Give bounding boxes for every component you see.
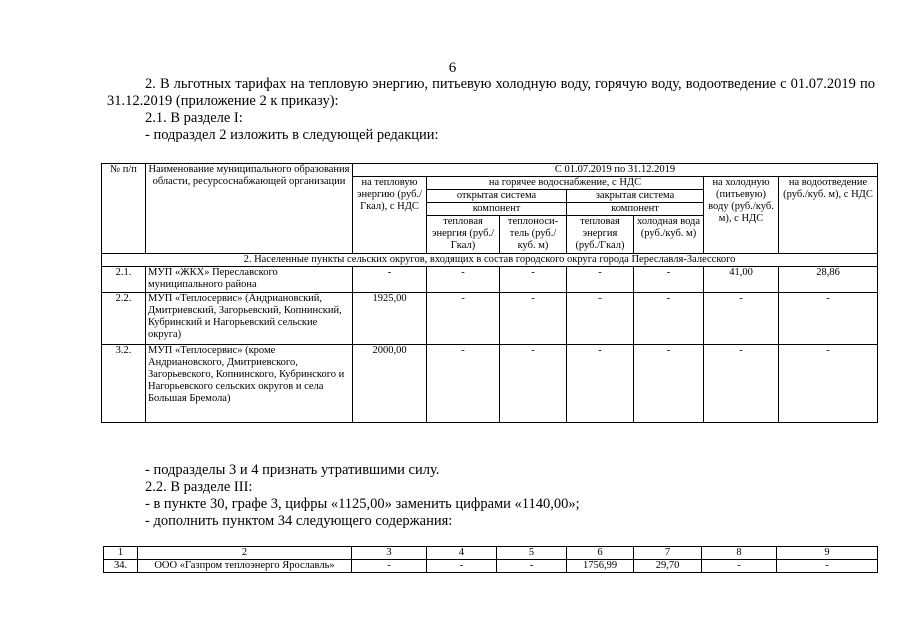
row-org-name: МУП «Теплосервис» (кроме Андриановского, Дмитриевского, Загорьевского, Копнинского, Кубринского и Нагорьевского сельских округов и села Большая Бремола) bbox=[146, 345, 353, 423]
col-number: 1 bbox=[104, 547, 138, 560]
cell-value: - bbox=[497, 560, 567, 573]
cell-value: - bbox=[634, 345, 704, 423]
cell-value: - bbox=[427, 345, 500, 423]
col-number: 6 bbox=[567, 547, 634, 560]
header-period: С 01.07.2019 по 31.12.2019 bbox=[353, 164, 878, 177]
col-number: 2 bbox=[138, 547, 352, 560]
header-component: компонент bbox=[567, 203, 704, 216]
cell-value: - bbox=[634, 267, 704, 293]
paragraph-item-34: - дополнить пунктом 34 следующего содержания: bbox=[145, 513, 453, 529]
row-org-name: МУП «ЖКХ» Переславского муниципального района bbox=[146, 267, 353, 293]
header-open-system: открытая система bbox=[427, 190, 567, 203]
cell-value: - bbox=[779, 345, 878, 423]
header-heat-carrier: теплоноси-тель (руб./куб. м) bbox=[500, 216, 567, 254]
paragraph-subsection-2: - подраздел 2 изложить в следующей редакции: bbox=[145, 127, 439, 143]
header-component: компонент bbox=[427, 203, 567, 216]
col-number: 4 bbox=[427, 547, 497, 560]
header-hot-water: на горячее водоснабжение, с НДС bbox=[427, 177, 704, 190]
paragraph-2-2: 2.2. В разделе III: bbox=[145, 479, 253, 495]
cell-value: 29,70 bbox=[634, 560, 702, 573]
paragraph-2: 2. В льготных тарифах на тепловую энергию, питьевую холодную воду, горячую воду, водоотведение с 01.07.2019 по 31.12.2019 (приложение 2 к приказу): bbox=[107, 76, 875, 109]
row-num: 2.2. bbox=[102, 293, 146, 345]
header-name: Наименование муниципального образования области, ресурсоснабжающей организации bbox=[146, 164, 353, 254]
cell-value: - bbox=[427, 293, 500, 345]
cell-value: - bbox=[567, 345, 634, 423]
col-number: 9 bbox=[777, 547, 878, 560]
paragraph-item-30: - в пункте 30, графе 3, цифры «1125,00» заменить цифрами «1140,00»; bbox=[145, 496, 580, 512]
col-number: 7 bbox=[634, 547, 702, 560]
header-cold-water: на холодную (питьевую) воду (руб./куб. м), с НДС bbox=[704, 177, 779, 254]
row-org-name: ООО «Газпром теплоэнерго Ярославль» bbox=[138, 560, 352, 573]
table-header-row bbox=[104, 547, 878, 560]
cell-value: - bbox=[427, 267, 500, 293]
cell-value: - bbox=[704, 293, 779, 345]
cell-value: - bbox=[500, 293, 567, 345]
cell-value: 1756,99 bbox=[567, 560, 634, 573]
table-row bbox=[102, 267, 878, 293]
cell-value: - bbox=[702, 560, 777, 573]
row-num: 34. bbox=[104, 560, 138, 573]
table-row bbox=[104, 560, 878, 573]
cell-value: - bbox=[779, 293, 878, 345]
row-num: 3.2. bbox=[102, 345, 146, 423]
table-row bbox=[102, 293, 878, 345]
row-org-name: МУП «Теплосервис» (Андриановский, Дмитриевский, Загорьевский, Копнинский, Кубринский и Нагорьевский сельские округа) bbox=[146, 293, 353, 345]
cell-value: - bbox=[500, 345, 567, 423]
cell-value: - bbox=[567, 293, 634, 345]
cell-value: - bbox=[353, 267, 427, 293]
cell-value: - bbox=[777, 560, 878, 573]
paragraph-subsections-void: - подразделы 3 и 4 признать утратившими силу. bbox=[145, 462, 440, 478]
paragraph-2-1: 2.1. В разделе I: bbox=[145, 110, 243, 126]
header-cold-water-component: холодная вода (руб./куб. м) bbox=[634, 216, 704, 254]
header-closed-system: закрытая система bbox=[567, 190, 704, 203]
cell-value: - bbox=[427, 560, 497, 573]
table-row bbox=[102, 345, 878, 423]
cell-value: 28,86 bbox=[779, 267, 878, 293]
col-number: 8 bbox=[702, 547, 777, 560]
cell-value: - bbox=[500, 267, 567, 293]
section-title: 2. Населенные пункты сельских округов, входящих в состав городского округа города Переславля-Залесского bbox=[102, 254, 878, 267]
row-num: 2.1. bbox=[102, 267, 146, 293]
cell-value: 2000,00 bbox=[353, 345, 427, 423]
tariff-table bbox=[101, 163, 878, 423]
cell-value: 41,00 bbox=[704, 267, 779, 293]
cell-value: - bbox=[634, 293, 704, 345]
col-number: 3 bbox=[352, 547, 427, 560]
item-34-table bbox=[103, 546, 878, 573]
cell-value: - bbox=[352, 560, 427, 573]
cell-value: 1925,00 bbox=[353, 293, 427, 345]
header-heat-energy-closed: тепловая энергия (руб./Гкал) bbox=[567, 216, 634, 254]
col-number: 5 bbox=[497, 547, 567, 560]
header-heat: на тепловую энергию (руб./Гкал), с НДС bbox=[353, 177, 427, 254]
header-sewage: на водоотведение (руб./куб. м), с НДС bbox=[779, 177, 878, 254]
cell-value: - bbox=[704, 345, 779, 423]
cell-value: - bbox=[567, 267, 634, 293]
page-number: 6 bbox=[448, 60, 457, 76]
header-heat-energy: тепловая энергия (руб./Гкал) bbox=[427, 216, 500, 254]
header-num: № п/п bbox=[102, 164, 146, 254]
